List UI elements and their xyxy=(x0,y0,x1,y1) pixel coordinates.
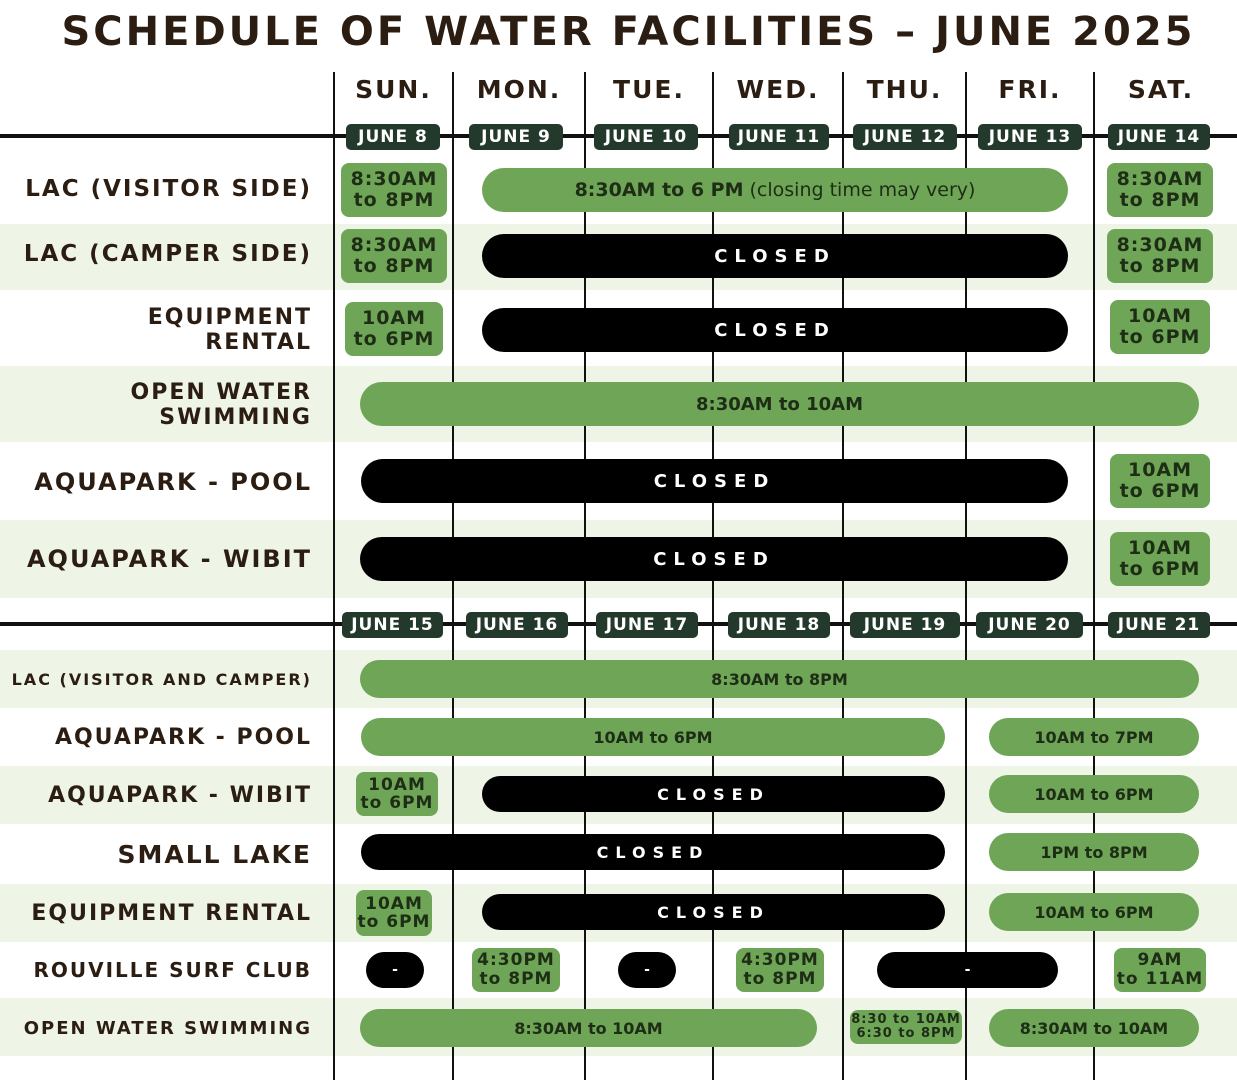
hours-bar: 10AM to 6PM xyxy=(989,893,1199,931)
date-badge: JUNE 15 xyxy=(342,612,443,638)
closed-bar: CLOSED xyxy=(482,308,1068,352)
hours-bar: 8:30AM to 10AM xyxy=(360,1009,817,1047)
row-label: AQUAPARK - WIBIT xyxy=(48,782,312,808)
hours-pill: 8:30 to 10AM 6:30 to 8PM xyxy=(850,1010,962,1044)
hours-bar: 8:30AM to 8PM xyxy=(360,660,1199,698)
row-label: ROUVILLE SURF CLUB xyxy=(33,957,312,982)
empty-slot: - xyxy=(618,952,676,988)
day-wed: WED. xyxy=(736,75,820,104)
date-badge: JUNE 13 xyxy=(978,124,1082,150)
empty-slot: - xyxy=(877,952,1058,988)
hours-pill: 4:30PM to 8PM xyxy=(472,948,560,992)
date-badge: JUNE 19 xyxy=(850,612,960,638)
hours-pill: 10AM to 6PM xyxy=(356,890,432,936)
hours-bar xyxy=(482,168,1068,212)
closed-bar: CLOSED xyxy=(361,459,1068,503)
row-label: OPEN WATER SWIMMING xyxy=(23,1017,312,1039)
hours-text: 8:30AM to 6 PM xyxy=(574,179,744,201)
closed-bar: CLOSED xyxy=(482,776,945,812)
hours-pill: 4:30PM to 8PM xyxy=(736,948,824,992)
row-label: AQUAPARK - WIBIT xyxy=(26,544,312,573)
hours-pill: 10AM to 6PM xyxy=(356,772,438,816)
row-label: LAC (VISITOR SIDE) xyxy=(25,175,312,202)
hours-bar: 1PM to 8PM xyxy=(989,833,1199,871)
date-badge: JUNE 10 xyxy=(594,124,698,150)
hours-pill: 10AM to 6PM xyxy=(1110,300,1210,354)
row-label: AQUAPARK - POOL xyxy=(34,467,312,496)
date-badge: JUNE 11 xyxy=(729,124,829,150)
page-title: SCHEDULE OF WATER FACILITIES – JUNE 2025 xyxy=(61,9,1196,55)
day-sun: SUN. xyxy=(355,75,432,104)
hours-bar: 10AM to 7PM xyxy=(989,718,1199,756)
hours-bar: 10AM to 6PM xyxy=(989,775,1199,813)
hours-pill: 10AM to 6PM xyxy=(1110,454,1210,508)
row-label: LAC (VISITOR AND CAMPER) xyxy=(11,669,312,689)
row-label: OPEN WATER SWIMMING xyxy=(130,380,312,430)
row-label: SMALL LAKE xyxy=(117,839,312,869)
date-badge: JUNE 21 xyxy=(1108,612,1210,638)
date-badge: JUNE 12 xyxy=(853,124,957,150)
hours-pill: 8:30AM to 8PM xyxy=(1107,163,1213,217)
row-label: EQUIPMENT RENTAL xyxy=(147,305,312,355)
row-label: EQUIPMENT RENTAL xyxy=(31,900,312,926)
date-badge: JUNE 17 xyxy=(596,612,698,638)
hours-pill: 9AM to 11AM xyxy=(1114,948,1206,992)
closed-bar: CLOSED xyxy=(361,834,945,870)
hours-bar: 10AM to 6PM xyxy=(361,718,945,756)
day-thu: THU. xyxy=(866,75,943,104)
hours-pill: 10AM to 6PM xyxy=(345,302,443,356)
date-badge: JUNE 9 xyxy=(469,124,563,150)
day-tue: TUE. xyxy=(613,75,685,104)
hours-bar: 8:30AM to 10AM xyxy=(360,382,1199,426)
date-badge: JUNE 14 xyxy=(1108,124,1210,150)
date-badge: JUNE 18 xyxy=(728,612,830,638)
closed-bar: CLOSED xyxy=(482,234,1068,278)
date-badge: JUNE 16 xyxy=(466,612,568,638)
date-badge: JUNE 8 xyxy=(346,124,440,150)
hours-pill: 8:30AM to 8PM xyxy=(341,229,447,283)
date-badge: JUNE 20 xyxy=(976,612,1083,638)
column-divider xyxy=(333,72,335,1080)
row-label: LAC (CAMPER SIDE) xyxy=(23,240,312,267)
hours-bar: 8:30AM to 10AM xyxy=(989,1009,1199,1047)
day-mon: MON. xyxy=(476,75,562,104)
hours-pill: 8:30AM to 8PM xyxy=(341,163,447,217)
row-label: AQUAPARK - POOL xyxy=(54,724,312,750)
closed-bar: CLOSED xyxy=(360,537,1068,581)
day-fri: FRI. xyxy=(998,75,1062,104)
closed-bar: CLOSED xyxy=(482,894,945,930)
hours-pill: 10AM to 6PM xyxy=(1110,532,1210,586)
empty-slot: - xyxy=(366,952,424,988)
hours-pill: 8:30AM to 8PM xyxy=(1107,229,1213,283)
day-sat: SAT. xyxy=(1127,75,1195,104)
hours-note: (closing time may very) xyxy=(743,179,976,201)
